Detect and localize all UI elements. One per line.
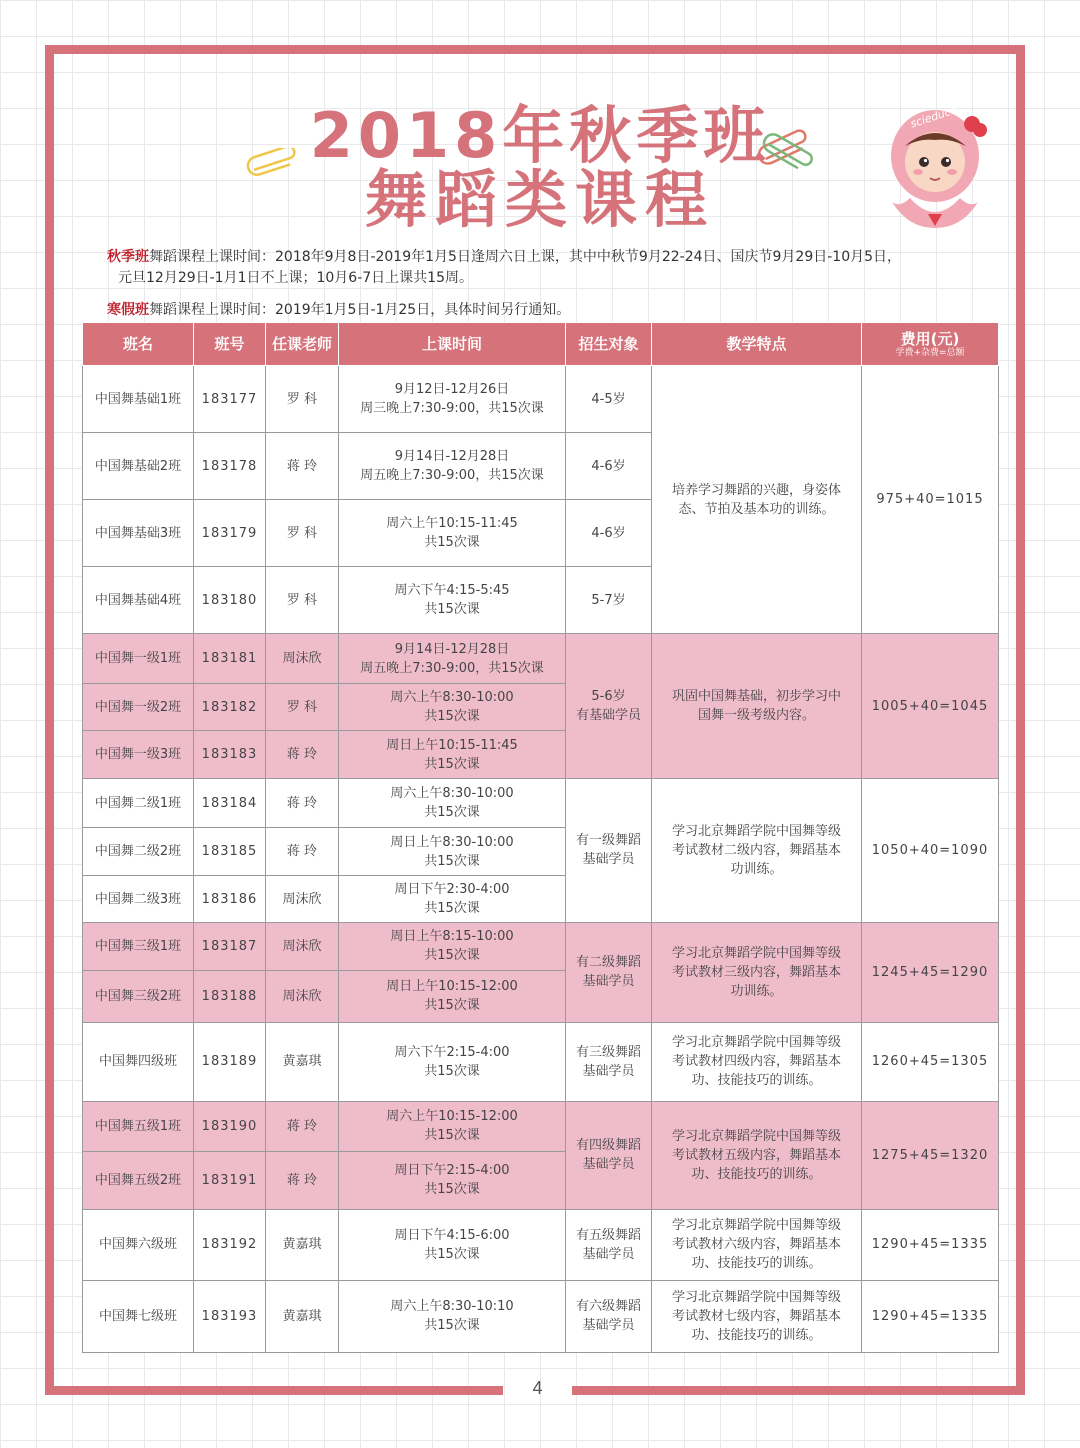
page-number: 4 <box>532 1378 543 1398</box>
winter-notice <box>107 300 570 321</box>
time-line2: 周五晚上7:30-9:00，共15次课 <box>360 660 544 676</box>
class-code: 183177 <box>194 366 266 433</box>
autumn-notice-line1 <box>107 247 901 268</box>
time-line2: 共15次课 <box>424 1318 480 1334</box>
feature-line: 功、技能技巧的训练。 <box>691 1256 822 1272</box>
table-row <box>83 779 999 828</box>
feature-line: 考试教材七级内容，舞蹈基本 <box>671 1308 841 1324</box>
table-header-row <box>83 323 999 366</box>
table-row <box>83 366 999 433</box>
teacher: 蒋 玲 <box>266 731 339 779</box>
fee: 1050+40=1090 <box>862 779 999 922</box>
class-time <box>339 1101 566 1151</box>
class-time <box>339 684 566 731</box>
time-line1: 周日上午8:30-10:00 <box>390 834 514 850</box>
winter-text: 舞蹈课程上课时间：2019年1月5日-1月25日，具体时间另行通知。 <box>149 302 571 318</box>
fee: 975+40=1015 <box>862 366 999 634</box>
feature-line: 考试教材四级内容，舞蹈基本 <box>671 1054 841 1070</box>
table-row <box>83 1022 999 1101</box>
class-name: 中国舞四级班 <box>83 1022 194 1101</box>
feature-line: 功、技能技巧的训练。 <box>691 1327 822 1343</box>
class-time <box>339 1280 566 1352</box>
class-code: 183182 <box>194 684 266 731</box>
time-line1: 周六上午10:15-11:45 <box>386 516 518 532</box>
frame-bottom-right <box>572 1386 1025 1395</box>
class-time <box>339 500 566 567</box>
class-code: 183179 <box>194 500 266 567</box>
feature-line: 学习北京舞蹈学院中国舞等级 <box>671 1289 841 1305</box>
target-line: 基础学员 <box>582 852 635 868</box>
teacher: 罗 科 <box>266 567 339 634</box>
time-line1: 9月12日-12月26日 <box>394 382 510 398</box>
class-time <box>339 1022 566 1101</box>
time-line2: 共15次课 <box>424 756 480 772</box>
feature <box>652 1022 862 1101</box>
teacher: 蒋 玲 <box>266 1151 339 1209</box>
feature <box>652 1101 862 1209</box>
feature <box>652 922 862 1022</box>
feature <box>652 779 862 922</box>
class-time <box>339 970 566 1022</box>
course-table <box>82 322 999 1353</box>
feature <box>652 366 862 634</box>
time-line2: 周三晚上7:30-9:00，共15次课 <box>360 401 544 417</box>
teacher: 周沫欣 <box>266 876 339 922</box>
class-time <box>339 1209 566 1280</box>
class-name: 中国舞三级1班 <box>83 922 194 970</box>
time-line1: 周日上午8:15-10:00 <box>390 929 514 945</box>
class-time <box>339 731 566 779</box>
time-line2: 共15次课 <box>424 998 480 1014</box>
class-code: 183181 <box>194 634 266 684</box>
header-teacher: 任课老师 <box>266 323 339 366</box>
fee: 1260+45=1305 <box>862 1022 999 1101</box>
class-code: 183189 <box>194 1022 266 1101</box>
target <box>566 1022 652 1101</box>
autumn-text-1: 舞蹈课程上课时间：2018年9月8日-2019年1月5日逢周六日上课，其中中秋节9月22-24日、国庆节9月29日-10月5日， <box>149 249 902 265</box>
class-code: 183185 <box>194 828 266 876</box>
time-line1: 周六下午4:15-5:45 <box>394 583 510 599</box>
teacher: 黄嘉琪 <box>266 1022 339 1101</box>
fee: 1290+45=1335 <box>862 1280 999 1352</box>
time-line1: 周日下午2:30-4:00 <box>394 882 510 897</box>
header-time: 上课时间 <box>339 323 566 366</box>
class-name: 中国舞基础1班 <box>83 366 194 433</box>
target <box>566 922 652 1022</box>
feature-line: 培养学习舞蹈的兴趣，身姿体 <box>671 482 841 498</box>
class-time <box>339 366 566 433</box>
time-line2: 共15次课 <box>424 602 480 618</box>
class-code: 183184 <box>194 779 266 828</box>
time-line1: 周六上午8:30-10:10 <box>390 1299 514 1315</box>
feature-line: 学习北京舞蹈学院中国舞等级 <box>671 945 841 961</box>
header-fee-main: 费用(元) <box>900 329 960 348</box>
time-line2: 共15次课 <box>424 948 480 964</box>
table-row <box>83 922 999 970</box>
feature-line: 学习北京舞蹈学院中国舞等级 <box>671 1035 841 1051</box>
feature-line: 考试教材六级内容，舞蹈基本 <box>671 1237 841 1253</box>
teacher: 黄嘉琪 <box>266 1209 339 1280</box>
class-name: 中国舞基础3班 <box>83 500 194 567</box>
time-line2: 共15次课 <box>424 901 480 916</box>
teacher: 蒋 玲 <box>266 433 339 500</box>
class-name: 中国舞三级2班 <box>83 970 194 1022</box>
feature-line: 功训练。 <box>730 861 783 877</box>
target <box>566 634 652 779</box>
target: 4-5岁 <box>566 366 652 433</box>
target-line: 有四级舞蹈 <box>575 1138 641 1154</box>
feature-line: 功、技能技巧的训练。 <box>691 1073 822 1089</box>
class-time <box>339 634 566 684</box>
table-row <box>83 634 999 684</box>
class-code: 183186 <box>194 876 266 922</box>
header-fee <box>862 323 999 366</box>
table-row <box>83 1209 999 1280</box>
time-line2: 共15次课 <box>424 1182 480 1198</box>
class-name: 中国舞基础2班 <box>83 433 194 500</box>
target-line: 基础学员 <box>582 1063 635 1079</box>
teacher: 罗 科 <box>266 684 339 731</box>
time-line2: 周五晚上7:30-9:00，共15次课 <box>360 468 544 484</box>
time-line1: 9月14日-12月28日 <box>394 641 510 657</box>
time-line2: 共15次课 <box>424 535 480 551</box>
autumn-highlight: 秋季班 <box>107 249 149 265</box>
class-code: 183191 <box>194 1151 266 1209</box>
teacher: 蒋 玲 <box>266 828 339 876</box>
class-name: 中国舞二级2班 <box>83 828 194 876</box>
feature-line: 国舞一级考级内容。 <box>697 708 815 724</box>
target: 4-6岁 <box>566 433 652 500</box>
time-line1: 周日下午2:15-4:00 <box>394 1163 510 1179</box>
header-class-code: 班号 <box>194 323 266 366</box>
class-time <box>339 876 566 922</box>
fee: 1005+40=1045 <box>862 634 999 779</box>
feature-line: 考试教材三级内容，舞蹈基本 <box>671 964 841 980</box>
class-time <box>339 922 566 970</box>
header-class-name: 班名 <box>83 323 194 366</box>
table-row <box>83 1280 999 1352</box>
teacher: 罗 科 <box>266 500 339 567</box>
feature <box>652 1280 862 1352</box>
winter-highlight: 寒假班 <box>107 302 149 318</box>
time-line2: 共15次课 <box>424 709 480 725</box>
feature <box>652 634 862 779</box>
class-name: 中国舞二级1班 <box>83 779 194 828</box>
class-code: 183190 <box>194 1101 266 1151</box>
class-code: 183193 <box>194 1280 266 1352</box>
time-line2: 共15次课 <box>424 1063 480 1079</box>
target-line: 基础学员 <box>582 1157 635 1173</box>
target <box>566 1280 652 1352</box>
time-line2: 共15次课 <box>424 805 480 821</box>
class-time <box>339 567 566 634</box>
time-line1: 周日上午10:15-11:45 <box>386 737 518 753</box>
time-line2: 共15次课 <box>424 853 480 869</box>
time-line1: 周日上午10:15-12:00 <box>386 979 518 995</box>
class-time <box>339 828 566 876</box>
target-line: 5-6岁 <box>591 689 626 705</box>
target-line: 有六级舞蹈 <box>575 1299 641 1315</box>
target-line: 基础学员 <box>582 1246 635 1262</box>
feature-line: 学习北京舞蹈学院中国舞等级 <box>671 1128 841 1144</box>
class-code: 183178 <box>194 433 266 500</box>
class-name: 中国舞七级班 <box>83 1280 194 1352</box>
teacher: 周沫欣 <box>266 970 339 1022</box>
class-name: 中国舞一级2班 <box>83 684 194 731</box>
time-line1: 周六上午8:30-10:00 <box>390 786 514 802</box>
feature-line: 考试教材二级内容，舞蹈基本 <box>671 842 841 858</box>
header-fee-sub: 学费+杂费=总额 <box>895 347 965 358</box>
frame-bottom-left <box>45 1386 503 1395</box>
class-code: 183180 <box>194 567 266 634</box>
header-feature: 教学特点 <box>652 323 862 366</box>
time-line1: 周六上午8:30-10:00 <box>390 690 514 706</box>
class-time <box>339 433 566 500</box>
teacher: 周沫欣 <box>266 922 339 970</box>
time-line1: 周六上午10:15-12:00 <box>386 1109 518 1125</box>
target <box>566 1209 652 1280</box>
feature-line: 学习北京舞蹈学院中国舞等级 <box>671 823 841 839</box>
feature-line: 学习北京舞蹈学院中国舞等级 <box>671 1218 841 1234</box>
table-row <box>83 1101 999 1151</box>
class-name: 中国舞二级3班 <box>83 876 194 922</box>
page-title-line1: 2018年秋季班 <box>309 99 771 172</box>
class-name: 中国舞五级1班 <box>83 1101 194 1151</box>
time-line1: 周日下午4:15-6:00 <box>394 1227 510 1243</box>
class-name: 中国舞一级1班 <box>83 634 194 684</box>
header-target: 招生对象 <box>566 323 652 366</box>
feature <box>652 1209 862 1280</box>
class-time <box>339 779 566 828</box>
feature-line: 态、节拍及基本功的训练。 <box>678 501 835 517</box>
class-code: 183188 <box>194 970 266 1022</box>
page-title-line2: 舞蹈类课程 <box>364 163 715 236</box>
fee: 1290+45=1335 <box>862 1209 999 1280</box>
time-line2: 共15次课 <box>424 1128 480 1144</box>
class-name: 中国舞五级2班 <box>83 1151 194 1209</box>
class-code: 183187 <box>194 922 266 970</box>
feature-line: 功、技能技巧的训练。 <box>691 1166 822 1182</box>
teacher: 罗 科 <box>266 366 339 433</box>
autumn-notice-line2: 元旦12月29日-1月1日不上课；10月6-7日上课共15周。 <box>118 270 473 286</box>
class-name: 中国舞六级班 <box>83 1209 194 1280</box>
target-line: 有五级舞蹈 <box>575 1227 641 1243</box>
class-code: 183183 <box>194 731 266 779</box>
feature-line: 巩固中国舞基础，初步学习中 <box>671 689 841 705</box>
target: 5-7岁 <box>566 567 652 634</box>
mascot-brand-text: scieduce <box>908 103 959 131</box>
target-line: 有基础学员 <box>575 708 641 724</box>
feature-line: 考试教材五级内容，舞蹈基本 <box>671 1147 841 1163</box>
target: 4-6岁 <box>566 500 652 567</box>
teacher: 周沫欣 <box>266 634 339 684</box>
target <box>566 1101 652 1209</box>
fee: 1245+45=1290 <box>862 922 999 1022</box>
time-line1: 周六下午2:15-4:00 <box>394 1044 510 1060</box>
target <box>566 779 652 922</box>
teacher: 黄嘉琪 <box>266 1280 339 1352</box>
teacher: 蒋 玲 <box>266 779 339 828</box>
time-line1: 9月14日-12月28日 <box>394 449 510 465</box>
time-line2: 共15次课 <box>424 1246 480 1262</box>
target-line: 基础学员 <box>582 974 635 990</box>
class-code: 183192 <box>194 1209 266 1280</box>
class-time <box>339 1151 566 1209</box>
class-name: 中国舞一级3班 <box>83 731 194 779</box>
target-line: 有三级舞蹈 <box>575 1044 641 1060</box>
class-name: 中国舞基础4班 <box>83 567 194 634</box>
feature-line: 功训练。 <box>730 983 783 999</box>
fee: 1275+45=1320 <box>862 1101 999 1209</box>
target-line: 有一级舞蹈 <box>575 833 641 849</box>
target-line: 有二级舞蹈 <box>575 955 641 971</box>
target-line: 基础学员 <box>582 1318 635 1334</box>
teacher: 蒋 玲 <box>266 1101 339 1151</box>
